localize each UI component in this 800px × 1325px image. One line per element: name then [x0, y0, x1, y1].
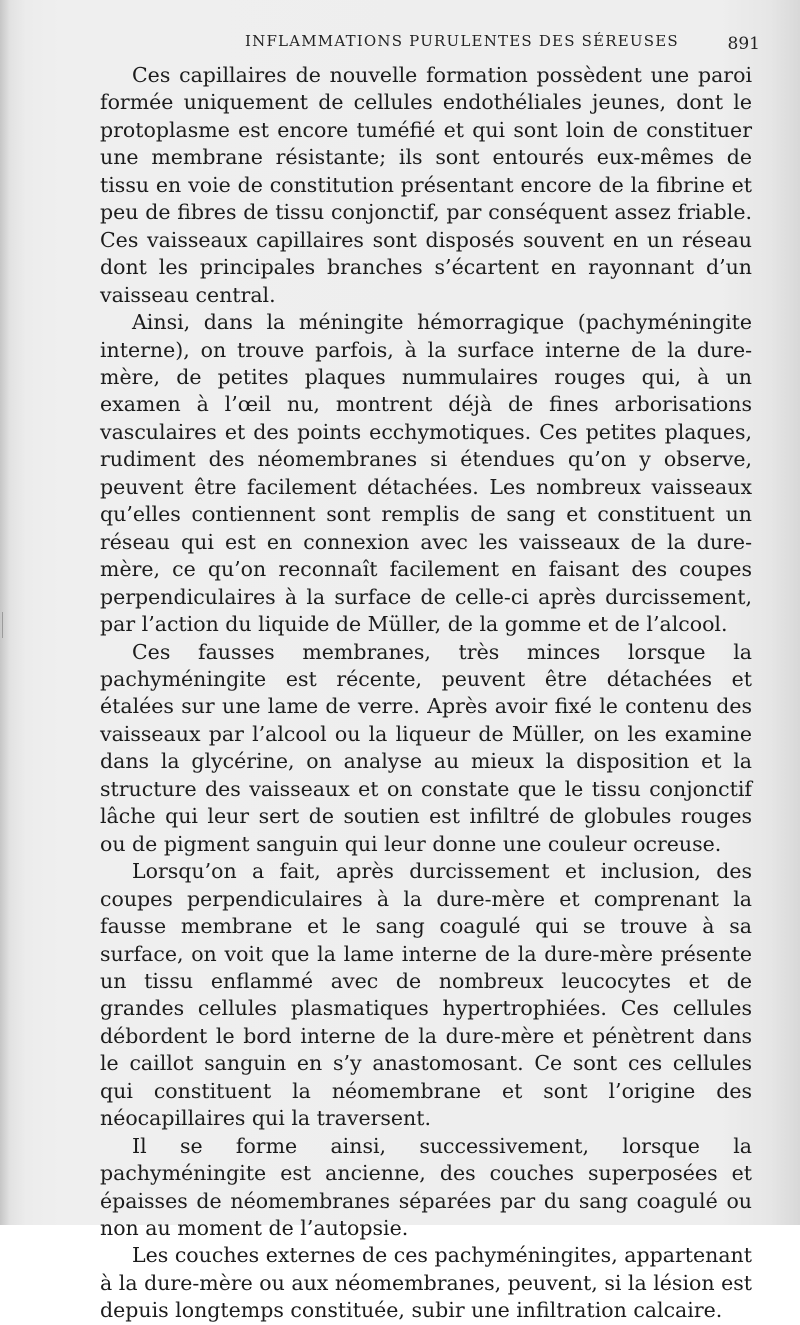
paragraph: Ainsi, dans la méningite hémorragique (pachyméningite interne), on trouve parfois, à la surface interne de la dure-mère, de petites plaques nummulaires rouges qui, à un examen à l’œil nu, montrent déjà de fines arborisations vasculaires et des points ecchymotiques. Ces petites plaques, rudiment des néomembranes si étendues qu’on y observe, peuvent être facilement détachées. Les nombreux vaisseaux qu’elles contiennent sont remplis de sang et constituent un réseau qui est en connexion avec les vaisseaux de la dure-mère, ce qu’on reconnaît facilement en faisant des coupes perpendiculaires à la surface de celle-ci après durcissement, par l’action du liquide de Müller, de la gomme et de l’alcool.	[100, 310, 752, 637]
running-title: INFLAMMATIONS PURULENTES DES SÉREUSES	[245, 32, 679, 50]
paragraph: Lorsqu’on a fait, après durcissement et inclusion, des coupes perpendiculaires à la dure-mère et comprenant la fausse membrane et le sang coagulé qui se trouve à sa surface, on voit que la lame interne de la dure-mère présente un tissu enflammé avec de nombreux leucocytes et de grandes cellules plasmatiques hypertrophiées. Ces cellules débordent le bord interne de la dure-mère et pénètrent dans le caillot sanguin en s’y anastomosant. Ce sont ces cellules qui constituent la néomembrane et sont l’origine des néocapillaires qui la traversent.	[100, 859, 752, 1131]
page-number: 891	[727, 34, 760, 54]
margin-mark	[2, 612, 10, 638]
paragraph: Il se forme ainsi, successivement, lorsque la pachyméningite est ancienne, des couches superposées et épaisses de néomembranes séparées par du sang coagulé ou non au moment de l’autopsie.	[100, 1133, 752, 1241]
page-header	[100, 30, 760, 60]
paragraph: Ces fausses membranes, très minces lorsque la pachyméningite est récente, peuvent être détachées et étalées sur une lame de verre. Après avoir fixé le contenu des vaisseaux par l’alcool ou la liqueur de Müller, on les examine dans la glycérine, on analyse au mieux la disposition et la structure des vaisseaux et on constate que le tissu conjonctif lâche qui leur sert de soutien est infiltré de globules rouges ou de pigment sanguin qui leur donne une couleur ocreuse.	[100, 639, 752, 856]
paragraph: Ces capillaires de nouvelle formation possèdent une paroi formée uniquement de cellules endothéliales jeunes, dont le protoplasme est encore tuméfié et qui sont loin de constituer une membrane résistante; ils sont entourés eux-mêmes de tissu en voie de constitution présentant encore de la fibrine et peu de fibres de tissu conjonctif, par conséquent assez friable. Ces vaisseaux capillaires sont disposés souvent en un réseau dont les principales branches s’écartent en rayonnant d’un vaisseau central.	[100, 63, 752, 307]
body-text	[100, 62, 752, 1325]
paragraph: Les couches externes de ces pachyméningites, appartenant à la dure-mère ou aux néomembranes, peuvent, si la lésion est depuis longtemps constituée, subir une infiltration calcaire.	[100, 1243, 752, 1323]
